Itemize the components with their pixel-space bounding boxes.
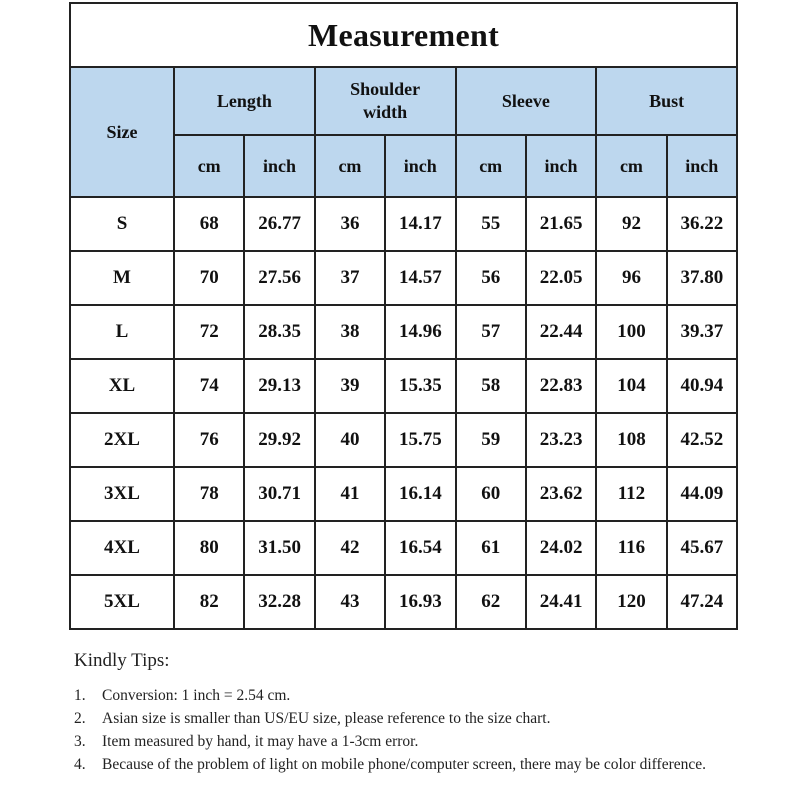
value-cell: 36 bbox=[315, 197, 385, 251]
value-cell: 74 bbox=[174, 359, 244, 413]
value-cell: 31.50 bbox=[244, 521, 314, 575]
unit-bust-inch: inch bbox=[667, 135, 737, 197]
value-cell: 120 bbox=[596, 575, 666, 629]
header-bust: Bust bbox=[596, 67, 737, 135]
value-cell: 72 bbox=[174, 305, 244, 359]
tip-item bbox=[74, 753, 774, 776]
value-cell: 16.14 bbox=[385, 467, 455, 521]
tip-number: 4. bbox=[74, 756, 86, 773]
kindly-tips bbox=[74, 650, 774, 776]
table-row bbox=[70, 521, 737, 575]
value-cell: 14.96 bbox=[385, 305, 455, 359]
value-cell: 40 bbox=[315, 413, 385, 467]
value-cell: 42 bbox=[315, 521, 385, 575]
unit-shoulder-inch: inch bbox=[385, 135, 455, 197]
table-row bbox=[70, 359, 737, 413]
value-cell: 37 bbox=[315, 251, 385, 305]
unit-length-inch: inch bbox=[244, 135, 314, 197]
value-cell: 59 bbox=[456, 413, 526, 467]
header-shoulder-width-label: Shoulder width bbox=[350, 79, 421, 122]
tip-text: Item measured by hand, it may have a 1-3cm error. bbox=[102, 733, 419, 750]
value-cell: 57 bbox=[456, 305, 526, 359]
table-row bbox=[70, 413, 737, 467]
value-cell: 47.24 bbox=[667, 575, 737, 629]
value-cell: 37.80 bbox=[667, 251, 737, 305]
value-cell: 55 bbox=[456, 197, 526, 251]
value-cell: 108 bbox=[596, 413, 666, 467]
value-cell: 78 bbox=[174, 467, 244, 521]
tip-text: Conversion: 1 inch = 2.54 cm. bbox=[102, 687, 291, 704]
table-row bbox=[70, 197, 737, 251]
tip-item bbox=[74, 684, 774, 707]
value-cell: 92 bbox=[596, 197, 666, 251]
size-cell: 3XL bbox=[70, 467, 174, 521]
tip-text: Asian size is smaller than US/EU size, please reference to the size chart. bbox=[102, 710, 551, 727]
header-size: Size bbox=[70, 67, 174, 197]
value-cell: 23.62 bbox=[526, 467, 596, 521]
table-row bbox=[70, 467, 737, 521]
value-cell: 16.54 bbox=[385, 521, 455, 575]
title-box bbox=[69, 2, 738, 66]
value-cell: 29.13 bbox=[244, 359, 314, 413]
value-cell: 22.05 bbox=[526, 251, 596, 305]
unit-bust-cm: cm bbox=[596, 135, 666, 197]
tip-item bbox=[74, 730, 774, 753]
value-cell: 96 bbox=[596, 251, 666, 305]
tip-item bbox=[74, 707, 774, 730]
value-cell: 44.09 bbox=[667, 467, 737, 521]
unit-length-cm: cm bbox=[174, 135, 244, 197]
header-shoulder-width bbox=[315, 67, 456, 135]
value-cell: 58 bbox=[456, 359, 526, 413]
value-cell: 27.56 bbox=[244, 251, 314, 305]
value-cell: 39.37 bbox=[667, 305, 737, 359]
value-cell: 112 bbox=[596, 467, 666, 521]
value-cell: 22.44 bbox=[526, 305, 596, 359]
value-cell: 30.71 bbox=[244, 467, 314, 521]
value-cell: 116 bbox=[596, 521, 666, 575]
value-cell: 104 bbox=[596, 359, 666, 413]
value-cell: 29.92 bbox=[244, 413, 314, 467]
value-cell: 23.23 bbox=[526, 413, 596, 467]
header-length: Length bbox=[174, 67, 315, 135]
value-cell: 21.65 bbox=[526, 197, 596, 251]
unit-shoulder-cm: cm bbox=[315, 135, 385, 197]
value-cell: 24.02 bbox=[526, 521, 596, 575]
unit-sleeve-cm: cm bbox=[456, 135, 526, 197]
table-row bbox=[70, 305, 737, 359]
value-cell: 16.93 bbox=[385, 575, 455, 629]
size-cell: 4XL bbox=[70, 521, 174, 575]
table-body bbox=[70, 197, 737, 629]
size-cell: L bbox=[70, 305, 174, 359]
unit-sleeve-inch: inch bbox=[526, 135, 596, 197]
value-cell: 60 bbox=[456, 467, 526, 521]
tip-text: Because of the problem of light on mobile phone/computer screen, there may be color difference. bbox=[102, 756, 706, 773]
chart-title: Measurement bbox=[307, 16, 500, 53]
value-cell: 82 bbox=[174, 575, 244, 629]
value-cell: 15.75 bbox=[385, 413, 455, 467]
value-cell: 36.22 bbox=[667, 197, 737, 251]
value-cell: 14.17 bbox=[385, 197, 455, 251]
value-cell: 22.83 bbox=[526, 359, 596, 413]
value-cell: 28.35 bbox=[244, 305, 314, 359]
value-cell: 100 bbox=[596, 305, 666, 359]
value-cell: 41 bbox=[315, 467, 385, 521]
value-cell: 43 bbox=[315, 575, 385, 629]
tip-number: 1. bbox=[74, 687, 86, 704]
tips-title: Kindly Tips: bbox=[74, 650, 170, 671]
value-cell: 24.41 bbox=[526, 575, 596, 629]
tips-list bbox=[74, 684, 774, 776]
header-sleeve: Sleeve bbox=[456, 67, 597, 135]
value-cell: 15.35 bbox=[385, 359, 455, 413]
tip-number: 2. bbox=[74, 710, 86, 727]
measurement-table bbox=[69, 66, 738, 630]
value-cell: 40.94 bbox=[667, 359, 737, 413]
size-cell: 2XL bbox=[70, 413, 174, 467]
value-cell: 14.57 bbox=[385, 251, 455, 305]
value-cell: 39 bbox=[315, 359, 385, 413]
value-cell: 45.67 bbox=[667, 521, 737, 575]
value-cell: 76 bbox=[174, 413, 244, 467]
value-cell: 62 bbox=[456, 575, 526, 629]
value-cell: 32.28 bbox=[244, 575, 314, 629]
value-cell: 42.52 bbox=[667, 413, 737, 467]
tip-number: 3. bbox=[74, 733, 86, 750]
size-cell: S bbox=[70, 197, 174, 251]
size-cell: M bbox=[70, 251, 174, 305]
table-row bbox=[70, 251, 737, 305]
value-cell: 80 bbox=[174, 521, 244, 575]
size-cell: 5XL bbox=[70, 575, 174, 629]
value-cell: 68 bbox=[174, 197, 244, 251]
size-cell: XL bbox=[70, 359, 174, 413]
value-cell: 38 bbox=[315, 305, 385, 359]
value-cell: 56 bbox=[456, 251, 526, 305]
header-row-groups bbox=[70, 67, 737, 135]
table-row bbox=[70, 575, 737, 629]
size-chart bbox=[69, 2, 738, 630]
value-cell: 26.77 bbox=[244, 197, 314, 251]
value-cell: 61 bbox=[456, 521, 526, 575]
value-cell: 70 bbox=[174, 251, 244, 305]
